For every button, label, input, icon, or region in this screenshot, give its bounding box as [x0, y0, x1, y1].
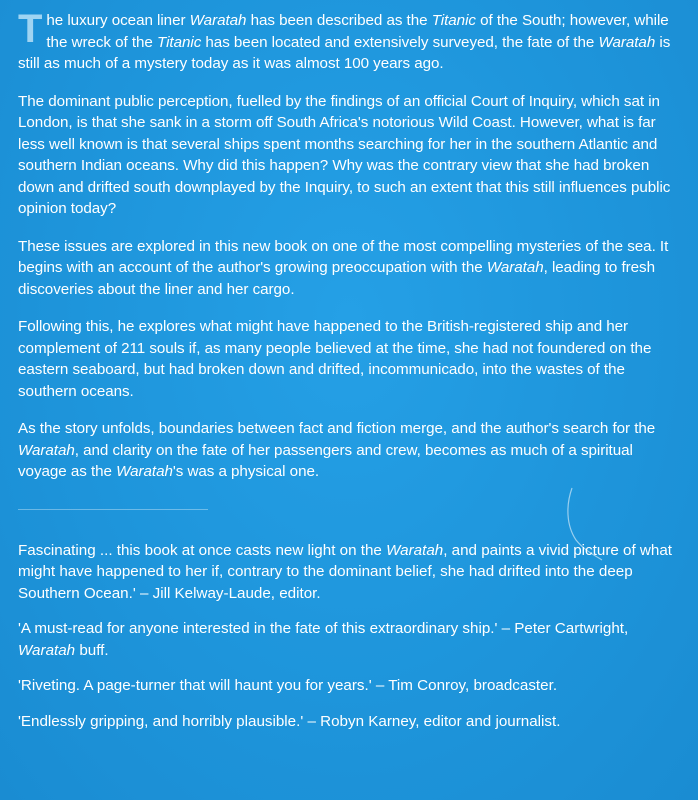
italic-title-text: Waratah [116, 463, 173, 480]
text-run: of the South; however, while the wreck of the [46, 12, 669, 51]
text-run: 's was a physical one. [172, 463, 320, 480]
italic-title-text: Waratah [18, 441, 75, 459]
review-quote-4 [18, 711, 684, 733]
text-run: 'A must-read for anyone interested in the fate of this extraordinary ship.' – Peter Cartwright, [18, 620, 629, 637]
drop-cap: T [18, 7, 43, 51]
text-run: These issues are explored in this new book on one of the most compelling mysteries of the sea. It begins with an account of the author's growing preoccupation with the [18, 237, 669, 276]
body-paragraph-3 [18, 316, 684, 402]
text-run: , and paints a vivid picture of what might have happened to her if, contrary to the dominant belief, she had drifted into the deep Southern Ocean.' – Jill Kelway-Laude, editor. [18, 541, 673, 602]
text-run: buff. [75, 641, 109, 659]
text-run: has been located and extensively surveyed, the fate of the [201, 33, 599, 51]
italic-title-text: Waratah [386, 541, 444, 559]
italic-title-text: Waratah [598, 33, 656, 51]
text-run: , leading to fresh discoveries about the liner and her cargo. [18, 259, 655, 298]
text-run: is still as much of a mystery today as it was almost 100 years ago. [18, 33, 671, 72]
text-run: Following this, he explores what might have happened to the British-registered ship and her complement of 211 souls if, as many people believed at the time, she had not foundered on the eastern seaboard, but had broken down and drifted, incommunicado, into the wastes of the southern oceans. [18, 318, 652, 400]
section-divider [18, 509, 208, 510]
intro-text [18, 7, 671, 72]
italic-title-text: Waratah [189, 12, 247, 29]
intro-paragraph [18, 7, 684, 75]
text-run: The dominant public perception, fuelled by the findings of an official Court of Inquiry, which sat in London, is that she sank in a storm off South Africa's notorious Wild Coast. However, what is far less well known is that several ships spent months searching for her in the southern Atlantic and southern Indian oceans. Why did this happen? Why was the contrary view that she had broken down and drifted south downplayed by the Inquiry, to such an extent that this still influences public opinion today? [18, 92, 671, 217]
review-quote-1 [18, 540, 684, 605]
italic-title-text: Waratah [486, 259, 544, 276]
text-run: 'Riveting. A page-turner that will haunt you for years.' – Tim Conroy, broadcaster. [18, 677, 558, 694]
review-quote-2 [18, 618, 684, 661]
back-cover-text [18, 7, 684, 746]
body-paragraph-1 [18, 91, 684, 220]
text-run: has been described as the [246, 12, 432, 29]
text-run: he luxury ocean liner [46, 12, 190, 29]
text-run: As the story unfolds, boundaries between fact and fiction merge, and the author's search for the [18, 420, 656, 437]
text-run: , and clarity on the fate of her passengers and crew, becomes as much of a spiritual voyage as the [18, 441, 633, 480]
italic-title-text: Titanic [156, 33, 202, 51]
text-run: Fascinating ... this book at once casts new light on the [18, 541, 387, 559]
body-paragraph-4 [18, 418, 684, 483]
review-quote-3 [18, 675, 684, 697]
italic-title-text: Waratah [18, 641, 76, 659]
text-run: 'Endlessly gripping, and horribly plausible.' – Robyn Karney, editor and journalist. [18, 712, 561, 730]
body-paragraph-2 [18, 236, 684, 301]
italic-title-text: Titanic [431, 12, 476, 29]
